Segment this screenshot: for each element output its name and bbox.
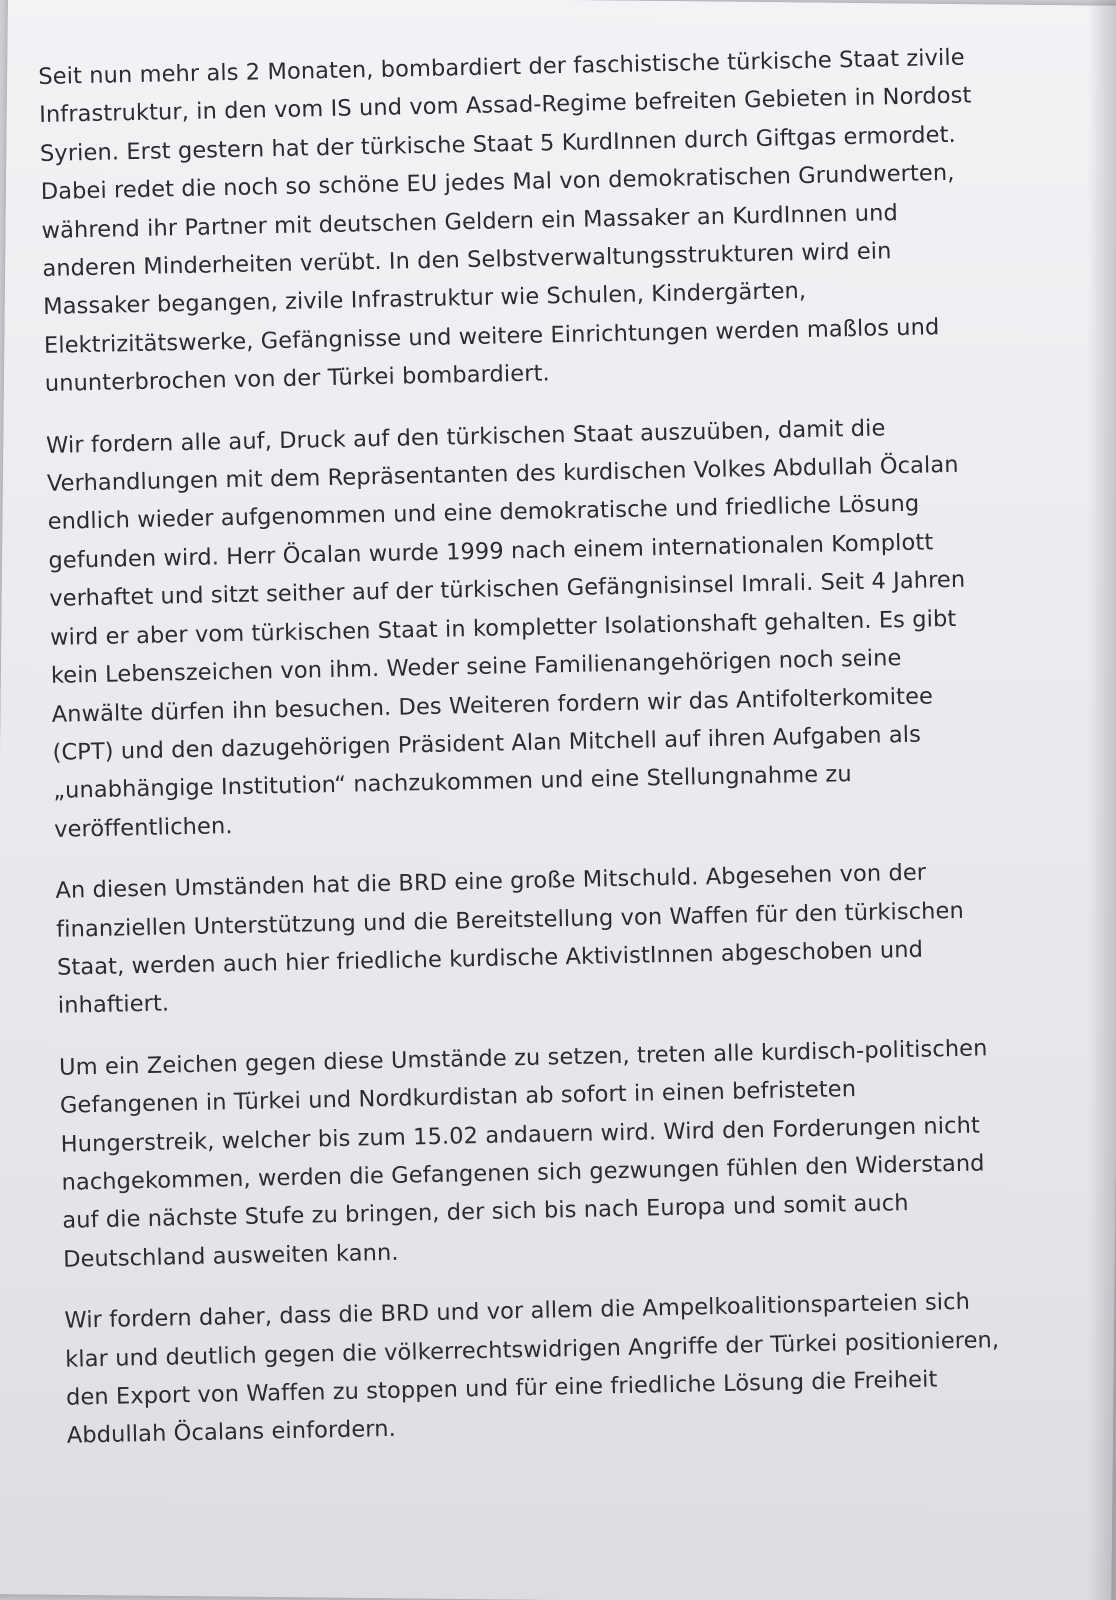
printed-text [38,36,1116,1456]
paragraph-4: Um ein Zeichen gegen diese Umstände zu setzen, treten alle kurdisch-politischen Gefangenen in Türkei und Nordkurdistan ab sofort in einen befristeten Hungerstreik, welcher bis zum 15.02 andauern wird. Wird den Forderungen nicht nachgekommen, werden die Gefangenen sich gezwungen fühlen den Widerstand auf die nächste Stufe zu bringen, der sich bis nach Europa und somit auch Deutschland ausweiten kann. [58,1035,988,1273]
paragraph-5: Wir fordern daher, dass die BRD und vor allem die Ampelkoalitionsparteien sich klar und deutlich gegen die völkerrechtswidrigen Angriffe der Türkei positionieren, den Export von Waffen zu stoppen und für eine friedliche Lösung die Freiheit Abdullah Öcalans einfordern. [64,1288,1000,1450]
paragraph-2: Wir fordern alle auf, Druck auf den türkischen Staat auszuüben, damit die Verhandlungen mit dem Repräsentanten des kurdischen Volkes Abdullah Öcalan endlich wieder aufgenommen und eine demokratische und friedliche Lösung gefunden wird. Herr Öcalan wurde 1999 nach einem internationalen Komplott verhaftet und sitzt seither auf der türkischen Gefängnisinsel Imrali. Seit 4 Jahren wird er aber vom türkischen Staat in kompletter Isolationshaft gehalten. Es gibt kein Lebenszeichen von ihm. Weder seine Familienangehörigen noch seine Anwälte dürfen ihn besuchen. Des Weiteren fordern wir das Antifolterkomitee (CPT) und den dazugehörigen Präsident Alan Mitchell auf ihren Aufgaben als „unabhängige Institution“ nachzukommen und eine Stellungnahme zu veröffentlichen. [45,414,966,843]
paragraph-1: Seit nun mehr als 2 Monaten, bombardiert der faschistische türkische Staat zivile Infrastruktur, in den vom IS und vom Assad-Regime befreiten Gebieten in Nordost Syrien. Erst gestern hat der türkische Staat 5 KurdInnen durch Giftgas ermordet. Dabei redet die noch so schöne EU jedes Mal von demokratischen Grundwerten, während ihr Partner mit deutschen Geldern ein Massaker an KurdInnen und anderen Minderheiten verübt. In den Selbstverwaltungsstrukturen wird ein Massaker begangen, zivile Infrastruktur wie Schulen, Kindergärten, Elektrizitätswerke, Gefängnisse und weitere Einrichtungen werden maßlos und ununterbrochen von der Türkei bombardiert. [38,44,972,398]
paragraph-3: An diesen Umständen hat die BRD eine große Mitschuld. Abgesehen von der finanziellen Unterstützung und die Bereitstellung von Waffen für den türkischen Staat, werden auch hier friedliche kurdische AktivistInnen abgeschoben und inhaftiert. [55,859,965,1020]
